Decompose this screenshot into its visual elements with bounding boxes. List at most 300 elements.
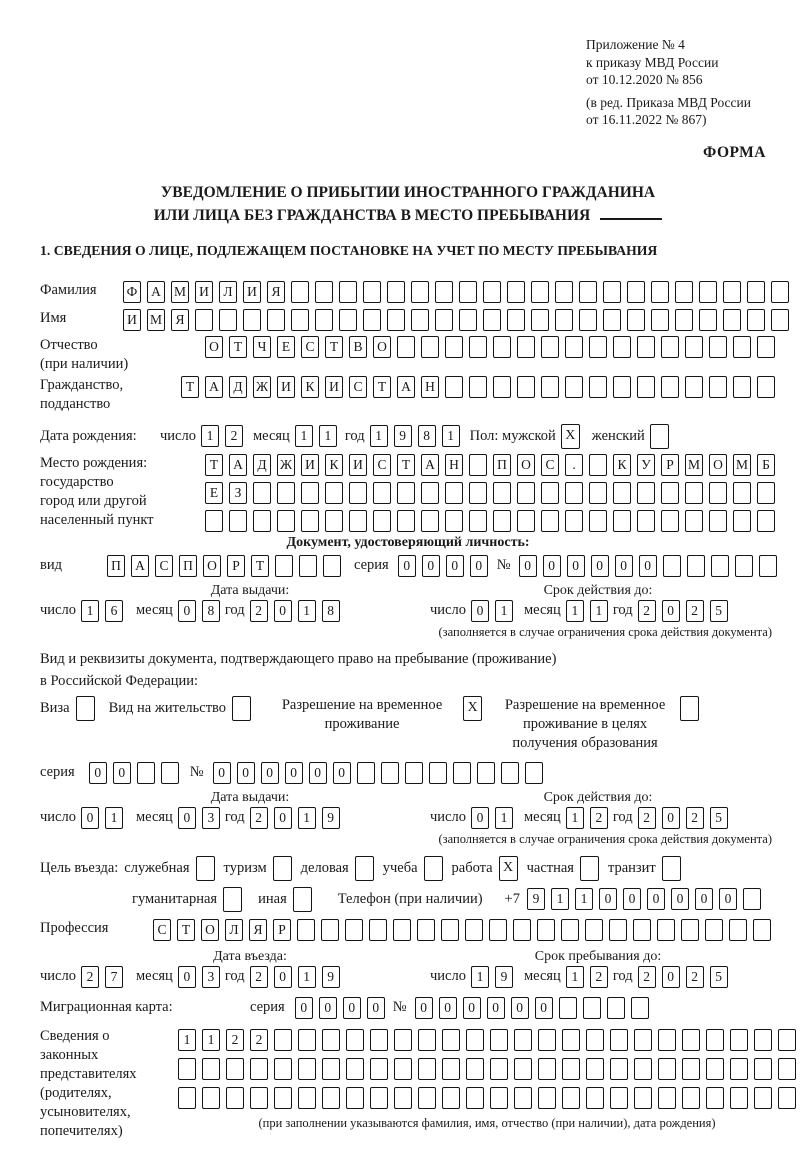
char-cell[interactable] [514, 1058, 532, 1080]
checkbox-work[interactable]: X [499, 856, 518, 881]
char-cell[interactable] [322, 1087, 340, 1109]
char-cell[interactable]: М [733, 454, 751, 476]
char-cell[interactable]: 0 [719, 888, 737, 910]
char-cell[interactable] [435, 309, 453, 331]
char-cell[interactable]: Д [253, 454, 271, 476]
char-cell[interactable] [634, 1058, 652, 1080]
char-cell[interactable] [442, 1058, 460, 1080]
char-cell[interactable]: 0 [309, 762, 327, 784]
char-cell[interactable] [579, 281, 597, 303]
checkbox-temporary-residence[interactable]: X [463, 696, 482, 721]
char-cell[interactable] [325, 510, 343, 532]
char-cell[interactable]: А [229, 454, 247, 476]
char-cell[interactable] [681, 919, 699, 941]
char-cell[interactable]: И [195, 281, 213, 303]
char-cell[interactable] [507, 281, 525, 303]
char-cell[interactable]: Е [277, 336, 295, 358]
char-cell[interactable] [706, 1029, 724, 1051]
char-cell[interactable]: С [349, 376, 367, 398]
char-cell[interactable]: А [397, 376, 415, 398]
char-cell[interactable] [501, 762, 519, 784]
char-cell[interactable]: 0 [89, 762, 107, 784]
char-cell[interactable]: 0 [511, 997, 529, 1019]
char-cell[interactable]: 2 [250, 966, 268, 988]
char-cell[interactable] [589, 482, 607, 504]
char-cell[interactable] [490, 1058, 508, 1080]
char-cell[interactable]: 1 [566, 966, 584, 988]
char-cell[interactable] [517, 482, 535, 504]
char-cell[interactable]: А [147, 281, 165, 303]
char-cell[interactable] [733, 510, 751, 532]
checkbox-residence-permit[interactable] [232, 696, 251, 721]
char-cell[interactable] [610, 1058, 628, 1080]
char-cell[interactable] [586, 1058, 604, 1080]
char-cell[interactable] [685, 510, 703, 532]
char-cell[interactable] [277, 510, 295, 532]
checkbox-study[interactable] [424, 856, 443, 881]
char-cell[interactable]: 8 [418, 425, 436, 447]
char-cell[interactable] [277, 482, 295, 504]
char-cell[interactable]: Р [273, 919, 291, 941]
char-cell[interactable]: 0 [471, 600, 489, 622]
char-cell[interactable]: 1 [495, 807, 513, 829]
char-cell[interactable] [397, 336, 415, 358]
char-cell[interactable]: О [203, 555, 221, 577]
char-cell[interactable] [429, 762, 447, 784]
char-cell[interactable]: З [229, 482, 247, 504]
char-cell[interactable] [706, 1058, 724, 1080]
char-cell[interactable] [469, 510, 487, 532]
char-cell[interactable] [513, 919, 531, 941]
char-cell[interactable]: 0 [567, 555, 585, 577]
char-cell[interactable] [315, 309, 333, 331]
char-cell[interactable]: 0 [237, 762, 255, 784]
char-cell[interactable]: 0 [422, 555, 440, 577]
char-cell[interactable] [411, 281, 429, 303]
char-cell[interactable]: 0 [535, 997, 553, 1019]
char-cell[interactable] [357, 762, 375, 784]
char-cell[interactable] [301, 510, 319, 532]
char-cell[interactable] [421, 336, 439, 358]
char-cell[interactable] [339, 309, 357, 331]
char-cell[interactable] [637, 510, 655, 532]
char-cell[interactable] [637, 482, 655, 504]
char-cell[interactable] [747, 309, 765, 331]
char-cell[interactable]: Ч [253, 336, 271, 358]
char-cell[interactable] [493, 336, 511, 358]
char-cell[interactable] [490, 1087, 508, 1109]
char-cell[interactable] [459, 309, 477, 331]
char-cell[interactable] [346, 1029, 364, 1051]
char-cell[interactable] [603, 309, 621, 331]
char-cell[interactable] [757, 510, 775, 532]
char-cell[interactable]: 1 [202, 1029, 220, 1051]
char-cell[interactable]: 7 [105, 966, 123, 988]
char-cell[interactable] [417, 919, 435, 941]
char-cell[interactable]: 2 [638, 600, 656, 622]
char-cell[interactable] [778, 1087, 796, 1109]
char-cell[interactable] [541, 510, 559, 532]
char-cell[interactable] [757, 376, 775, 398]
checkbox-other[interactable] [293, 887, 312, 912]
char-cell[interactable]: Я [267, 281, 285, 303]
checkbox-temporary-residence-education[interactable] [680, 696, 699, 721]
char-cell[interactable] [723, 309, 741, 331]
checkbox-tourism[interactable] [273, 856, 292, 881]
char-cell[interactable] [297, 919, 315, 941]
char-cell[interactable] [778, 1029, 796, 1051]
char-cell[interactable] [705, 919, 723, 941]
char-cell[interactable]: 0 [623, 888, 641, 910]
char-cell[interactable] [657, 919, 675, 941]
char-cell[interactable]: Р [661, 454, 679, 476]
char-cell[interactable]: 1 [575, 888, 593, 910]
char-cell[interactable] [541, 336, 559, 358]
char-cell[interactable] [517, 510, 535, 532]
char-cell[interactable] [453, 762, 471, 784]
checkbox-humanitarian[interactable] [223, 887, 242, 912]
char-cell[interactable]: 0 [261, 762, 279, 784]
char-cell[interactable] [613, 482, 631, 504]
char-cell[interactable] [274, 1058, 292, 1080]
char-cell[interactable] [219, 309, 237, 331]
char-cell[interactable]: 3 [202, 807, 220, 829]
char-cell[interactable] [315, 281, 333, 303]
char-cell[interactable]: М [147, 309, 165, 331]
char-cell[interactable] [555, 309, 573, 331]
char-cell[interactable] [466, 1058, 484, 1080]
char-cell[interactable] [469, 376, 487, 398]
char-cell[interactable] [759, 555, 777, 577]
char-cell[interactable] [585, 919, 603, 941]
char-cell[interactable] [483, 309, 501, 331]
char-cell[interactable]: 0 [591, 555, 609, 577]
char-cell[interactable]: Т [205, 454, 223, 476]
char-cell[interactable]: М [685, 454, 703, 476]
char-cell[interactable] [555, 281, 573, 303]
char-cell[interactable] [466, 1087, 484, 1109]
char-cell[interactable] [565, 510, 583, 532]
char-cell[interactable]: О [373, 336, 391, 358]
char-cell[interactable]: 0 [599, 888, 617, 910]
char-cell[interactable]: О [517, 454, 535, 476]
char-cell[interactable]: 2 [686, 966, 704, 988]
char-cell[interactable] [525, 762, 543, 784]
char-cell[interactable] [363, 281, 381, 303]
char-cell[interactable] [253, 510, 271, 532]
char-cell[interactable] [469, 482, 487, 504]
char-cell[interactable] [531, 281, 549, 303]
char-cell[interactable] [387, 309, 405, 331]
char-cell[interactable] [613, 336, 631, 358]
char-cell[interactable]: Д [229, 376, 247, 398]
char-cell[interactable] [627, 281, 645, 303]
char-cell[interactable] [589, 510, 607, 532]
char-cell[interactable] [735, 555, 753, 577]
char-cell[interactable] [589, 376, 607, 398]
char-cell[interactable]: 0 [343, 997, 361, 1019]
char-cell[interactable] [627, 309, 645, 331]
char-cell[interactable]: 9 [322, 807, 340, 829]
char-cell[interactable] [274, 1029, 292, 1051]
char-cell[interactable] [663, 555, 681, 577]
char-cell[interactable] [298, 1087, 316, 1109]
char-cell[interactable] [538, 1029, 556, 1051]
char-cell[interactable]: 0 [81, 807, 99, 829]
char-cell[interactable] [323, 555, 341, 577]
char-cell[interactable] [322, 1029, 340, 1051]
char-cell[interactable] [537, 919, 555, 941]
char-cell[interactable] [637, 336, 655, 358]
char-cell[interactable] [682, 1029, 700, 1051]
char-cell[interactable] [687, 555, 705, 577]
char-cell[interactable] [733, 336, 751, 358]
char-cell[interactable]: 2 [590, 966, 608, 988]
char-cell[interactable]: 0 [639, 555, 657, 577]
char-cell[interactable] [298, 1058, 316, 1080]
char-cell[interactable] [709, 336, 727, 358]
checkbox-business[interactable] [355, 856, 374, 881]
char-cell[interactable] [250, 1087, 268, 1109]
char-cell[interactable] [565, 376, 583, 398]
char-cell[interactable] [586, 1087, 604, 1109]
char-cell[interactable]: И [277, 376, 295, 398]
char-cell[interactable]: . [565, 454, 583, 476]
char-cell[interactable] [733, 482, 751, 504]
char-cell[interactable]: 1 [298, 600, 316, 622]
char-cell[interactable] [613, 510, 631, 532]
char-cell[interactable]: 0 [470, 555, 488, 577]
char-cell[interactable] [747, 281, 765, 303]
char-cell[interactable] [514, 1087, 532, 1109]
char-cell[interactable] [370, 1058, 388, 1080]
char-cell[interactable]: 5 [710, 807, 728, 829]
char-cell[interactable] [757, 482, 775, 504]
char-cell[interactable] [730, 1087, 748, 1109]
char-cell[interactable] [658, 1029, 676, 1051]
char-cell[interactable]: 1 [298, 807, 316, 829]
char-cell[interactable]: 0 [319, 997, 337, 1019]
char-cell[interactable]: 9 [527, 888, 545, 910]
char-cell[interactable] [682, 1058, 700, 1080]
char-cell[interactable] [517, 376, 535, 398]
char-cell[interactable] [397, 510, 415, 532]
char-cell[interactable]: 2 [226, 1029, 244, 1051]
char-cell[interactable] [421, 482, 439, 504]
char-cell[interactable]: С [541, 454, 559, 476]
char-cell[interactable]: 1 [590, 600, 608, 622]
char-cell[interactable]: 0 [662, 807, 680, 829]
char-cell[interactable]: 0 [662, 600, 680, 622]
char-cell[interactable] [442, 1029, 460, 1051]
char-cell[interactable] [723, 281, 741, 303]
char-cell[interactable] [253, 482, 271, 504]
char-cell[interactable]: Р [227, 555, 245, 577]
char-cell[interactable]: 2 [686, 600, 704, 622]
char-cell[interactable] [709, 482, 727, 504]
char-cell[interactable] [634, 1029, 652, 1051]
char-cell[interactable]: И [301, 454, 319, 476]
char-cell[interactable] [445, 376, 463, 398]
char-cell[interactable]: В [349, 336, 367, 358]
char-cell[interactable]: 1 [295, 425, 313, 447]
char-cell[interactable] [394, 1087, 412, 1109]
char-cell[interactable] [394, 1058, 412, 1080]
char-cell[interactable] [661, 336, 679, 358]
char-cell[interactable] [161, 762, 179, 784]
char-cell[interactable] [381, 762, 399, 784]
char-cell[interactable]: Н [421, 376, 439, 398]
char-cell[interactable] [493, 482, 511, 504]
char-cell[interactable]: Н [445, 454, 463, 476]
char-cell[interactable] [445, 482, 463, 504]
char-cell[interactable]: 9 [322, 966, 340, 988]
char-cell[interactable]: 0 [274, 600, 292, 622]
char-cell[interactable] [565, 482, 583, 504]
char-cell[interactable] [565, 336, 583, 358]
char-cell[interactable] [730, 1029, 748, 1051]
char-cell[interactable] [589, 336, 607, 358]
char-cell[interactable]: 0 [367, 997, 385, 1019]
char-cell[interactable]: 0 [415, 997, 433, 1019]
char-cell[interactable] [274, 1087, 292, 1109]
char-cell[interactable] [349, 510, 367, 532]
char-cell[interactable] [411, 309, 429, 331]
char-cell[interactable]: 0 [662, 966, 680, 988]
char-cell[interactable] [631, 997, 649, 1019]
char-cell[interactable] [490, 1029, 508, 1051]
char-cell[interactable]: 1 [178, 1029, 196, 1051]
char-cell[interactable] [685, 336, 703, 358]
char-cell[interactable] [743, 888, 761, 910]
char-cell[interactable] [538, 1058, 556, 1080]
char-cell[interactable]: 0 [274, 807, 292, 829]
char-cell[interactable]: 0 [178, 600, 196, 622]
char-cell[interactable]: 2 [250, 600, 268, 622]
char-cell[interactable]: 1 [370, 425, 388, 447]
char-cell[interactable]: С [153, 919, 171, 941]
char-cell[interactable] [363, 309, 381, 331]
char-cell[interactable] [754, 1058, 772, 1080]
char-cell[interactable] [562, 1058, 580, 1080]
char-cell[interactable]: С [155, 555, 173, 577]
char-cell[interactable] [394, 1029, 412, 1051]
char-cell[interactable] [753, 919, 771, 941]
char-cell[interactable] [205, 510, 223, 532]
char-cell[interactable] [709, 510, 727, 532]
char-cell[interactable] [675, 309, 693, 331]
char-cell[interactable] [370, 1087, 388, 1109]
char-cell[interactable]: 1 [471, 966, 489, 988]
char-cell[interactable] [339, 281, 357, 303]
char-cell[interactable]: А [421, 454, 439, 476]
char-cell[interactable]: Т [251, 555, 269, 577]
char-cell[interactable] [771, 309, 789, 331]
checkbox-gender-male[interactable]: X [561, 424, 580, 449]
char-cell[interactable]: 2 [638, 966, 656, 988]
char-cell[interactable] [562, 1029, 580, 1051]
char-cell[interactable] [418, 1058, 436, 1080]
char-cell[interactable]: О [205, 336, 223, 358]
char-cell[interactable]: Т [397, 454, 415, 476]
char-cell[interactable]: 2 [638, 807, 656, 829]
char-cell[interactable]: Т [325, 336, 343, 358]
char-cell[interactable] [637, 376, 655, 398]
char-cell[interactable] [658, 1087, 676, 1109]
char-cell[interactable]: Т [177, 919, 195, 941]
char-cell[interactable]: 0 [333, 762, 351, 784]
char-cell[interactable] [699, 309, 717, 331]
char-cell[interactable] [267, 309, 285, 331]
char-cell[interactable] [607, 997, 625, 1019]
char-cell[interactable]: 1 [81, 600, 99, 622]
char-cell[interactable]: 1 [298, 966, 316, 988]
char-cell[interactable] [397, 482, 415, 504]
char-cell[interactable]: О [201, 919, 219, 941]
checkbox-gender-female[interactable] [650, 424, 669, 449]
char-cell[interactable]: А [131, 555, 149, 577]
char-cell[interactable]: 0 [446, 555, 464, 577]
char-cell[interactable]: 9 [394, 425, 412, 447]
char-cell[interactable] [325, 482, 343, 504]
char-cell[interactable] [633, 919, 651, 941]
char-cell[interactable] [489, 919, 507, 941]
char-cell[interactable] [373, 482, 391, 504]
char-cell[interactable]: 2 [250, 807, 268, 829]
char-cell[interactable]: Л [225, 919, 243, 941]
char-cell[interactable] [493, 510, 511, 532]
char-cell[interactable]: П [107, 555, 125, 577]
char-cell[interactable] [405, 762, 423, 784]
char-cell[interactable] [459, 281, 477, 303]
char-cell[interactable]: 0 [113, 762, 131, 784]
char-cell[interactable] [589, 454, 607, 476]
char-cell[interactable]: 0 [439, 997, 457, 1019]
char-cell[interactable] [243, 309, 261, 331]
char-cell[interactable]: 1 [551, 888, 569, 910]
char-cell[interactable] [369, 919, 387, 941]
char-cell[interactable] [685, 376, 703, 398]
char-cell[interactable] [729, 919, 747, 941]
char-cell[interactable]: 1 [442, 425, 460, 447]
char-cell[interactable] [517, 336, 535, 358]
char-cell[interactable] [195, 309, 213, 331]
char-cell[interactable] [370, 1029, 388, 1051]
char-cell[interactable] [706, 1087, 724, 1109]
char-cell[interactable] [465, 919, 483, 941]
char-cell[interactable] [541, 482, 559, 504]
char-cell[interactable]: Ф [123, 281, 141, 303]
char-cell[interactable] [610, 1087, 628, 1109]
char-cell[interactable] [441, 919, 459, 941]
char-cell[interactable] [613, 376, 631, 398]
char-cell[interactable] [771, 281, 789, 303]
char-cell[interactable] [730, 1058, 748, 1080]
char-cell[interactable]: 8 [322, 600, 340, 622]
checkbox-transit[interactable] [662, 856, 681, 881]
char-cell[interactable] [301, 482, 319, 504]
char-cell[interactable] [658, 1058, 676, 1080]
char-cell[interactable]: 1 [495, 600, 513, 622]
char-cell[interactable] [610, 1029, 628, 1051]
char-cell[interactable]: 0 [543, 555, 561, 577]
char-cell[interactable] [507, 309, 525, 331]
char-cell[interactable]: Ж [277, 454, 295, 476]
char-cell[interactable] [321, 919, 339, 941]
char-cell[interactable]: 1 [105, 807, 123, 829]
char-cell[interactable]: Т [229, 336, 247, 358]
char-cell[interactable] [531, 309, 549, 331]
